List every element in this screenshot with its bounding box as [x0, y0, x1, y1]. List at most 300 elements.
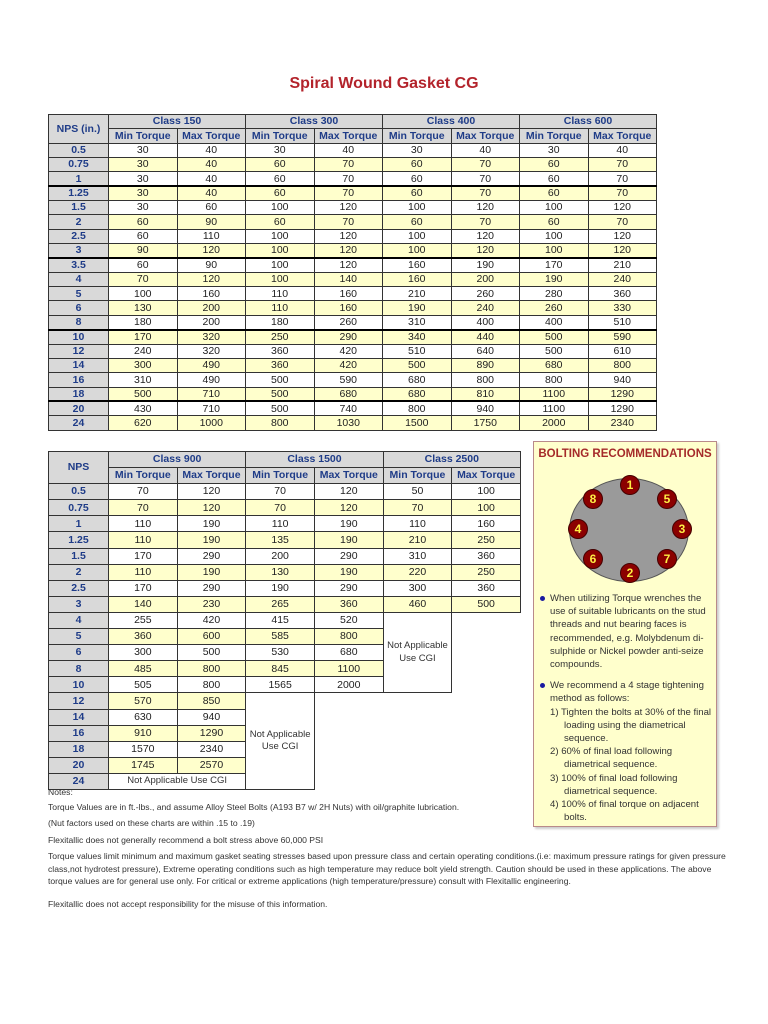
torque-cell: 170: [109, 330, 178, 344]
torque-cell: 300: [109, 358, 178, 372]
torque-cell: 60: [383, 158, 452, 172]
torque-cell: 290: [314, 580, 383, 596]
bullet-text: We recommend a 4 stage tightening method as follows:: [550, 680, 704, 705]
torque-cell: 2000: [520, 416, 589, 430]
torque-cell: 30: [383, 143, 452, 157]
torque-cell: 70: [109, 272, 178, 286]
torque-cell: 360: [246, 358, 315, 372]
torque-cell: 120: [451, 244, 520, 258]
torque-cell: 30: [109, 186, 178, 200]
torque-cell: 210: [383, 532, 452, 548]
max-torque-header: Max Torque: [451, 129, 520, 143]
torque-cell: 250: [452, 564, 521, 580]
page-title: Spiral Wound Gasket CG: [289, 75, 479, 92]
torque-cell: 30: [246, 143, 315, 157]
torque-cell: 170: [109, 548, 178, 564]
nps-cell: 16: [49, 373, 109, 387]
torque-cell: 130: [109, 301, 178, 315]
class-header: Class 1500: [246, 452, 383, 468]
torque-cell: 500: [109, 387, 178, 401]
nps-cell: 4: [49, 272, 109, 286]
torque-cell: 60: [520, 186, 589, 200]
torque-cell: 360: [314, 596, 383, 612]
table-row: [49, 401, 657, 415]
torque-cell: 30: [520, 143, 589, 157]
torque-cell: 100: [109, 287, 178, 301]
table-row: [49, 330, 657, 344]
step-item: 2) 60% of final load following diametrical sequence.: [550, 746, 673, 771]
header-row: [49, 129, 657, 143]
torque-cell: 500: [246, 387, 315, 401]
max-torque-header: Max Torque: [452, 468, 521, 484]
torque-cell: 290: [177, 580, 246, 596]
torque-cell: 1000: [177, 416, 246, 430]
nps-cell: 1: [49, 172, 109, 186]
nps-cell: 10: [49, 330, 109, 344]
torque-cell: 220: [383, 564, 452, 580]
torque-cell: 400: [451, 315, 520, 329]
torque-cell: 240: [588, 272, 657, 286]
min-torque-header: Min Torque: [246, 129, 315, 143]
header-row: [49, 115, 657, 129]
bolting-recommendations-panel: [533, 441, 717, 827]
torque-cell: 70: [314, 186, 383, 200]
torque-cell: 490: [177, 358, 246, 372]
torque-cell: 120: [314, 258, 383, 272]
table-row: [49, 580, 521, 596]
bolt-icon: 7: [657, 549, 677, 569]
torque-cell: 110: [109, 532, 178, 548]
bolt-icon: 4: [568, 519, 588, 539]
torque-cell: 400: [520, 315, 589, 329]
torque-cell: 260: [314, 315, 383, 329]
torque-cell: 500: [246, 401, 315, 415]
nps-cell: 8: [49, 315, 109, 329]
note-line: (Nut factors used on these charts are within .15 to .19): [48, 818, 255, 828]
class-header: Class 300: [246, 115, 383, 129]
torque-cell: 100: [520, 244, 589, 258]
min-torque-header: Min Torque: [383, 129, 452, 143]
nps-cell: 0.5: [49, 484, 109, 500]
torque-cell: 280: [520, 287, 589, 301]
torque-cell: 100: [246, 201, 315, 215]
max-torque-header: Max Torque: [314, 129, 383, 143]
torque-cell: 160: [314, 287, 383, 301]
torque-cell: 30: [109, 201, 178, 215]
table-row: [49, 244, 657, 258]
nps-cell: 1.25: [49, 532, 109, 548]
class-2500-not-applicable: [383, 612, 452, 692]
nps-cell: 12: [49, 344, 109, 358]
torque-cell: 40: [177, 172, 246, 186]
torque-cell: 240: [451, 301, 520, 315]
torque-cell: 60: [109, 215, 178, 229]
nps-cell: 0.75: [49, 500, 109, 516]
torque-cell: 610: [588, 344, 657, 358]
torque-cell: 800: [314, 629, 383, 645]
torque-cell: 40: [451, 143, 520, 157]
torque-cell: 60: [109, 258, 178, 272]
not-applicable-text: Not Applicable: [387, 640, 448, 652]
nps-cell: 20: [49, 757, 109, 773]
torque-cell: 70: [588, 215, 657, 229]
torque-cell: 340: [383, 330, 452, 344]
table-row: [49, 315, 657, 329]
bullet-icon: [540, 596, 545, 601]
torque-cell: 70: [451, 158, 520, 172]
nps-cell: 3.5: [49, 258, 109, 272]
torque-cell: 2340: [177, 741, 246, 757]
torque-cell: 100: [383, 201, 452, 215]
torque-cell: 1500: [383, 416, 452, 430]
torque-cell: 230: [177, 596, 246, 612]
min-torque-header: Min Torque: [109, 129, 178, 143]
bolting-bullet: [540, 679, 716, 705]
torque-cell: 120: [314, 484, 383, 500]
torque-cell: 845: [246, 661, 315, 677]
torque-cell: 70: [109, 484, 178, 500]
torque-cell: 680: [383, 387, 452, 401]
torque-cell: 110: [246, 287, 315, 301]
torque-cell: 800: [520, 373, 589, 387]
torque-cell: 50: [383, 484, 452, 500]
table-row: [49, 215, 657, 229]
torque-cell: 70: [588, 186, 657, 200]
torque-cell: 360: [452, 580, 521, 596]
torque-cell: 160: [452, 516, 521, 532]
nps-cell: 5: [49, 629, 109, 645]
torque-cell: 1745: [109, 757, 178, 773]
table-row: [49, 172, 657, 186]
torque-cell: 415: [246, 612, 315, 628]
torque-cell: 255: [109, 612, 178, 628]
torque-cell: 190: [314, 564, 383, 580]
torque-cell: 190: [177, 564, 246, 580]
torque-cell: 200: [177, 315, 246, 329]
torque-cell: 70: [246, 484, 315, 500]
torque-cell: 510: [383, 344, 452, 358]
nps-cell: 0.75: [49, 158, 109, 172]
torque-cell: 100: [246, 272, 315, 286]
torque-cell: 160: [314, 301, 383, 315]
torque-cell: 190: [451, 258, 520, 272]
torque-cell: 120: [314, 201, 383, 215]
step-item: 3) 100% of final load following diametrical sequence.: [550, 772, 678, 797]
torque-cell: 70: [314, 158, 383, 172]
max-torque-header: Max Torque: [177, 129, 246, 143]
torque-cell: 100: [520, 201, 589, 215]
nps-header: NPS: [49, 452, 109, 484]
table-row: [49, 158, 657, 172]
nps-cell: 24: [49, 416, 109, 430]
torque-cell: 710: [177, 401, 246, 415]
torque-cell: 300: [109, 645, 178, 661]
torque-cell: 360: [588, 287, 657, 301]
torque-cell: 500: [383, 358, 452, 372]
nps-cell: 6: [49, 645, 109, 661]
torque-cell: 440: [451, 330, 520, 344]
torque-cell: 910: [109, 725, 178, 741]
torque-cell: 1570: [109, 741, 178, 757]
torque-cell: 740: [314, 401, 383, 415]
torque-cell: 290: [177, 548, 246, 564]
torque-cell: 1565: [246, 677, 315, 693]
torque-cell: 1100: [314, 661, 383, 677]
nps-cell: 2.5: [49, 229, 109, 243]
torque-cell: 420: [314, 358, 383, 372]
torque-cell: 30: [109, 143, 178, 157]
class-header: Class 600: [520, 115, 657, 129]
not-applicable-cell: Not Applicable Use CGI: [109, 773, 246, 789]
torque-cell: 800: [588, 358, 657, 372]
nps-cell: 3: [49, 244, 109, 258]
torque-cell: 310: [383, 315, 452, 329]
header-row: [49, 468, 521, 484]
step-item: 4) 100% of final torque on adjacent bolts.: [550, 799, 699, 824]
torque-cell: 500: [520, 330, 589, 344]
torque-cell: 800: [177, 661, 246, 677]
nps-cell: 4: [49, 612, 109, 628]
table-row: [49, 596, 521, 612]
torque-cell: 60: [246, 172, 315, 186]
torque-cell: 210: [588, 258, 657, 272]
min-torque-header: Min Torque: [520, 129, 589, 143]
torque-cell: 120: [451, 229, 520, 243]
torque-cell: 60: [383, 172, 452, 186]
torque-cell: 40: [177, 143, 246, 157]
torque-cell: 310: [383, 548, 452, 564]
nps-cell: 10: [49, 677, 109, 693]
torque-cell: 120: [177, 500, 246, 516]
torque-cell: 100: [452, 500, 521, 516]
torque-cell: 190: [177, 516, 246, 532]
torque-cell: 500: [246, 373, 315, 387]
not-applicable-text: Not Applicable: [249, 728, 311, 740]
torque-cell: 70: [109, 500, 178, 516]
torque-cell: 120: [177, 244, 246, 258]
table-row: [49, 258, 657, 272]
torque-cell: 890: [451, 358, 520, 372]
table-row: [49, 612, 521, 628]
max-torque-header: Max Torque: [314, 468, 383, 484]
bullet-icon: [540, 683, 545, 688]
torque-cell: 2570: [177, 757, 246, 773]
torque-cell: 120: [588, 244, 657, 258]
torque-cell: 110: [109, 516, 178, 532]
torque-cell: 90: [177, 258, 246, 272]
torque-cell: 30: [109, 158, 178, 172]
nps-header: NPS (in.): [49, 115, 109, 144]
nps-cell: 14: [49, 358, 109, 372]
torque-cell: 180: [246, 315, 315, 329]
nps-cell: 12: [49, 693, 109, 709]
torque-cell: 170: [109, 580, 178, 596]
torque-cell: 680: [383, 373, 452, 387]
class-header: Class 400: [383, 115, 520, 129]
torque-cell: 60: [109, 229, 178, 243]
torque-cell: 1030: [314, 416, 383, 430]
torque-cell: 2000: [314, 677, 383, 693]
torque-cell: 710: [177, 387, 246, 401]
bolt-icon: 8: [583, 489, 603, 509]
nps-cell: 2: [49, 564, 109, 580]
nps-cell: 0.5: [49, 143, 109, 157]
nps-cell: 2.5: [49, 580, 109, 596]
torque-cell: 360: [246, 344, 315, 358]
torque-cell: 60: [246, 215, 315, 229]
table-row: [49, 301, 657, 315]
torque-cell: 210: [383, 287, 452, 301]
torque-cell: 600: [177, 629, 246, 645]
nps-cell: 18: [49, 387, 109, 401]
torque-cell: 505: [109, 677, 178, 693]
torque-cell: 640: [451, 344, 520, 358]
torque-cell: 60: [383, 186, 452, 200]
torque-cell: 585: [246, 629, 315, 645]
table-row: [49, 500, 521, 516]
torque-cell: 520: [314, 612, 383, 628]
torque-cell: 70: [451, 186, 520, 200]
nps-cell: 1: [49, 516, 109, 532]
torque-cell: 200: [246, 548, 315, 564]
torque-cell: 420: [177, 612, 246, 628]
nps-cell: 6: [49, 301, 109, 315]
torque-cell: 1290: [588, 387, 657, 401]
note-line: Torque Values are in ft.-lbs., and assume Alloy Steel Bolts (A193 B7 w/ 2H Nuts) with oil/graphite lubrication.: [48, 801, 460, 812]
torque-cell: 40: [314, 143, 383, 157]
min-torque-header: Min Torque: [383, 468, 452, 484]
torque-cell: 40: [177, 158, 246, 172]
table-row: [49, 387, 657, 401]
torque-cell: 120: [588, 201, 657, 215]
torque-cell: 1290: [177, 725, 246, 741]
nps-cell: 24: [49, 773, 109, 789]
table-row: [49, 358, 657, 372]
note-line: Torque values limit minimum and maximum gasket seating stresses based upon pressure class and certain operating conditions.(i.e: maximum pressure ratings for given pressure class,not hydrotest pressure), Extreme operating conditions such as high temperature may reduce bolt yield strength. Caution should be used in these applications. The above torque values are for general use only. For critical or extreme applications (high temperature/pressure) consult with Flexitallic engineering.: [48, 851, 726, 886]
class-1500-not-applicable: [246, 693, 315, 790]
torque-cell: 850: [177, 693, 246, 709]
torque-cell: 810: [451, 387, 520, 401]
nps-cell: 1.5: [49, 201, 109, 215]
torque-cell: 360: [109, 629, 178, 645]
torque-cell: 460: [383, 596, 452, 612]
torque-cell: 60: [520, 172, 589, 186]
nps-cell: 2: [49, 215, 109, 229]
torque-cell: 265: [246, 596, 315, 612]
table-row: [49, 516, 521, 532]
torque-cell: 290: [314, 330, 383, 344]
table-row: [49, 229, 657, 243]
torque-cell: 90: [177, 215, 246, 229]
torque-cell: 70: [588, 172, 657, 186]
torque-cell: 240: [109, 344, 178, 358]
torque-cell: 190: [520, 272, 589, 286]
torque-cell: 620: [109, 416, 178, 430]
table-row: [49, 373, 657, 387]
torque-cell: 250: [246, 330, 315, 344]
bolting-bullet: [540, 592, 716, 671]
torque-cell: 70: [451, 215, 520, 229]
flange-diagram: [569, 478, 689, 582]
step-item: 1) Tighten the bolts at 30% of the final loading using the diametrical sequence.: [550, 706, 712, 745]
torque-cell: 60: [246, 186, 315, 200]
torque-cell: 140: [109, 596, 178, 612]
torque-cell: 70: [451, 172, 520, 186]
table-row: [49, 564, 521, 580]
table-row: [49, 484, 521, 500]
header-row: [49, 452, 521, 468]
torque-cell: 680: [314, 387, 383, 401]
torque-cell: 500: [177, 645, 246, 661]
torque-cell: 800: [451, 373, 520, 387]
torque-cell: 70: [588, 158, 657, 172]
torque-cell: 510: [588, 315, 657, 329]
torque-cell: 100: [246, 244, 315, 258]
torque-cell: 630: [109, 709, 178, 725]
torque-cell: 330: [588, 301, 657, 315]
torque-cell: 120: [177, 484, 246, 500]
torque-cell: 100: [383, 229, 452, 243]
nps-cell: 8: [49, 661, 109, 677]
torque-cell: 110: [109, 564, 178, 580]
min-torque-header: Min Torque: [246, 468, 315, 484]
nps-cell: 5: [49, 287, 109, 301]
torque-cell: 60: [520, 158, 589, 172]
table-row: [49, 287, 657, 301]
torque-cell: 500: [452, 596, 521, 612]
table-row: [49, 186, 657, 200]
bolt-icon: 3: [672, 519, 692, 539]
torque-cell: 160: [177, 287, 246, 301]
table-row: [49, 693, 521, 709]
torque-cell: 2340: [588, 416, 657, 430]
torque-cell: 160: [383, 258, 452, 272]
nps-cell: 3: [49, 596, 109, 612]
torque-cell: 160: [383, 272, 452, 286]
torque-cell: 110: [246, 301, 315, 315]
torque-cell: 290: [314, 548, 383, 564]
table-row: [49, 532, 521, 548]
min-torque-header: Min Torque: [109, 468, 178, 484]
torque-cell: 100: [246, 258, 315, 272]
torque-cell: 420: [314, 344, 383, 358]
torque-table-class-900-2500: [48, 451, 521, 790]
torque-cell: 490: [177, 373, 246, 387]
torque-cell: 70: [246, 500, 315, 516]
torque-cell: 940: [177, 709, 246, 725]
torque-cell: 190: [177, 532, 246, 548]
torque-cell: 90: [109, 244, 178, 258]
class-header: Class 900: [109, 452, 246, 468]
torque-cell: 360: [452, 548, 521, 564]
torque-cell: 60: [177, 201, 246, 215]
torque-cell: 100: [246, 229, 315, 243]
torque-cell: 190: [246, 580, 315, 596]
table-row: [49, 416, 657, 430]
torque-cell: 180: [109, 315, 178, 329]
torque-cell: 590: [314, 373, 383, 387]
torque-cell: 190: [383, 301, 452, 315]
torque-table-class-150-600: [48, 114, 657, 431]
torque-cell: 320: [177, 330, 246, 344]
torque-cell: 140: [314, 272, 383, 286]
torque-cell: 570: [109, 693, 178, 709]
torque-cell: 680: [520, 358, 589, 372]
class-header: Class 2500: [383, 452, 520, 468]
torque-cell: 320: [177, 344, 246, 358]
bolt-icon: 1: [620, 475, 640, 495]
torque-cell: 190: [314, 516, 383, 532]
